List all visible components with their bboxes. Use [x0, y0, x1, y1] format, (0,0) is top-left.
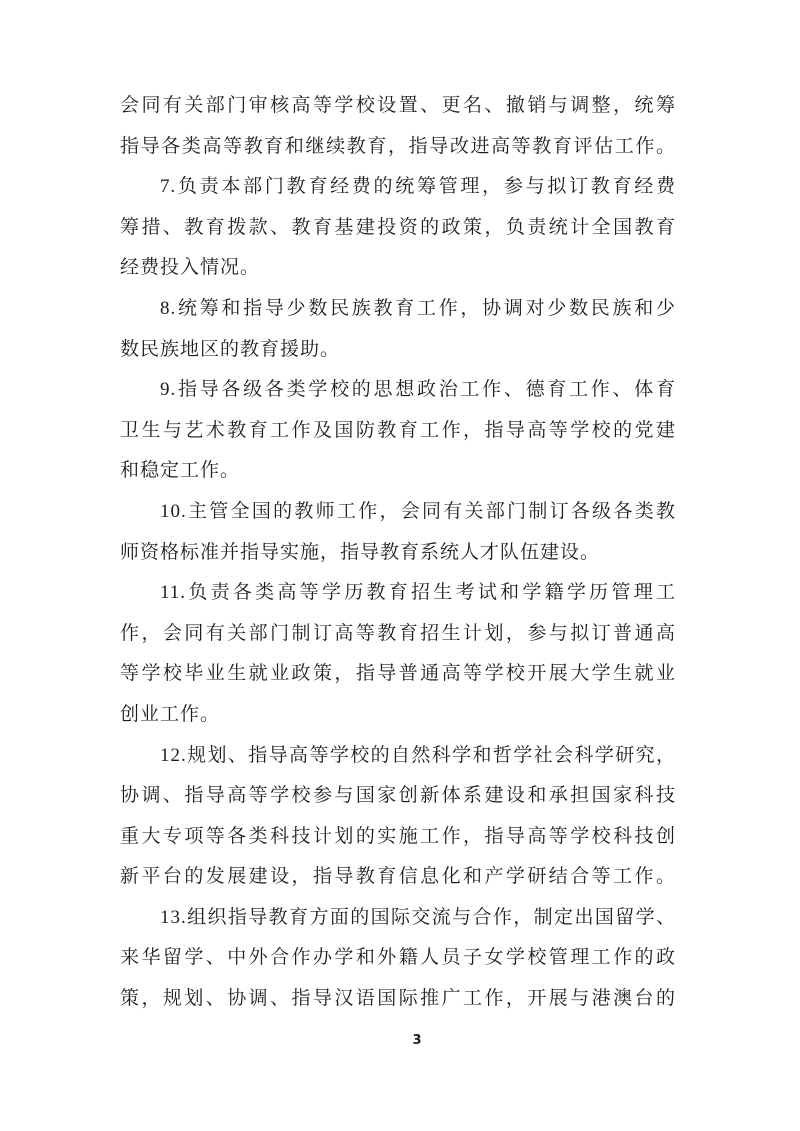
text-line-item-8-start: 8.统筹和指导少数民族教育工作，协调对少数民族和少: [160, 297, 676, 319]
text-line: 作，会同有关部门制订高等教育招生计划，参与拟订普通高: [120, 622, 676, 644]
text-line: 指导各类高等教育和继续教育，指导改进高等教育评估工作。: [120, 135, 676, 157]
text-line-item-11-start: 11.负责各类高等学历教育招生考试和学籍学历管理工: [160, 582, 676, 604]
text-line: 数民族地区的教育援助。: [120, 338, 341, 360]
text-line-item-13-start: 13.组织指导教育方面的国际交流与合作，制定出国留学、: [160, 906, 676, 928]
text-line: 筹措、教育拨款、教育基建投资的政策，负责统计全国教育: [120, 216, 676, 238]
text-line: 和稳定工作。: [120, 460, 241, 482]
text-line: 创业工作。: [120, 703, 221, 725]
text-line-item-9-start: 9.指导各级各类学校的思想政治工作、德育工作、体育: [160, 379, 676, 401]
text-line: 卫生与艺术教育工作及国防教育工作，指导高等学校的党建: [120, 419, 676, 441]
text-line: 师资格标准并指导实施，指导教育系统人才队伍建设。: [120, 541, 601, 563]
text-line: 重大专项等各类科技计划的实施工作，指导高等学校科技创: [120, 825, 676, 847]
document-text-block: [120, 86, 676, 1020]
text-line: 策，规划、协调、指导汉语国际推广工作，开展与港澳台的: [120, 988, 676, 1010]
text-line-item-10-start: 10.主管全国的教师工作，会同有关部门制订各级各类教: [160, 500, 676, 522]
text-line: 经费投入情况。: [120, 257, 261, 279]
text-line: 新平台的发展建设，指导教育信息化和产学研结合等工作。: [120, 866, 676, 888]
text-line: 协调、指导高等学校参与国家创新体系建设和承担国家科技: [120, 785, 676, 807]
text-line: 等学校毕业生就业政策，指导普通高等学校开展大学生就业: [120, 663, 676, 685]
text-line: 来华留学、中外合作办学和外籍人员子女学校管理工作的政: [120, 947, 676, 969]
page-number: 3: [412, 1033, 422, 1048]
text-line-item-7-start: 7.负责本部门教育经费的统筹管理，参与拟订教育经费: [160, 176, 676, 198]
text-line-item-12-start: 12.规划、指导高等学校的自然科学和哲学社会科学研究，: [160, 744, 676, 766]
text-line: 会同有关部门审核高等学校设置、更名、撤销与调整，统筹: [120, 95, 676, 116]
